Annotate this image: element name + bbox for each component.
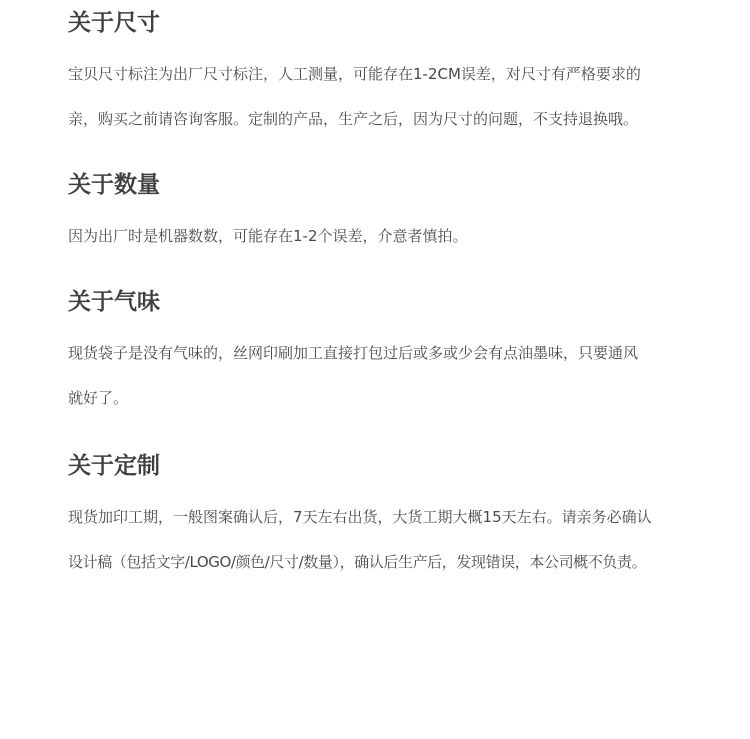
section-text-size [68,52,641,142]
section-heading-odor: 关于气味 [68,289,160,315]
section-quantity [68,162,468,259]
section-text-quantity [68,214,468,259]
text-line: 因为出厂时是机器数数，可能存在1-2个误差，介意者慎拍。 [68,227,468,245]
text-line: 现货加印工期，一般图案确认后，7天左右出货，大货工期大概15天左右。请亲务必确认 [68,508,652,526]
text-line: 设计稿（包括文字/LOGO/颜色/尺寸/数量），确认后生产后，发现错误，本公司概不负责。 [68,553,647,571]
section-text-odor [68,331,638,421]
section-heading-customization: 关于定制 [68,453,160,479]
section-text-customization [68,495,652,585]
text-line: 现货袋子是没有气味的，丝网印刷加工直接打包过后或多或少会有点油墨味，只要通风 [68,344,639,362]
text-line: 就好了。 [68,389,129,407]
text-line: 宝贝尺寸标注为出厂尺寸标注，人工测量，可能存在1-2CM误差，对尺寸有严格要求的 [68,65,641,83]
text-line: 亲，购买之前请咨询客服。定制的产品，生产之后，因为尺寸的问题，不支持退换哦。 [68,110,639,128]
section-heading-quantity: 关于数量 [68,172,160,198]
section-customization [68,443,652,585]
section-odor [68,279,638,421]
section-size [68,0,641,142]
section-heading-size: 关于尺寸 [68,10,160,36]
